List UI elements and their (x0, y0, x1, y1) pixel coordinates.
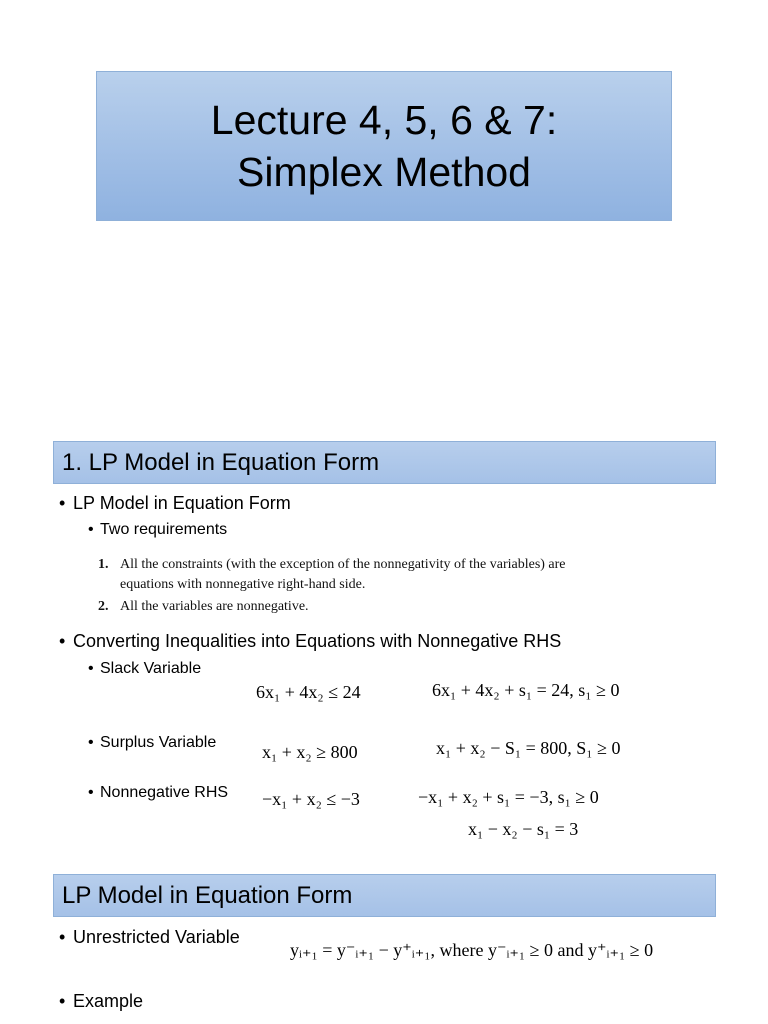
requirement-number: 2. (98, 599, 109, 614)
rhs-equation-1: −x₁ + x₂ + s₁ = −3, s₁ ≥ 0 (418, 787, 599, 807)
bullet-lp-model (59, 493, 291, 514)
rhs-equation-2: x₁ − x₂ − s₁ = 3 (468, 819, 579, 839)
surplus-inequality: x₁ + x₂ ≥ 800 (262, 742, 358, 762)
bullet-dot: • (59, 631, 66, 651)
requirement-text: All the variables are nonnegative. (120, 599, 309, 614)
title-banner (96, 71, 672, 221)
requirement-number: 1. (98, 557, 109, 572)
bullet-dot: • (59, 991, 66, 1011)
sub-bullet-nonnegative-rhs (88, 784, 228, 802)
sub-bullet-text: Slack Variable (100, 660, 202, 677)
bullet-dot: • (59, 927, 66, 947)
bullet-dot: • (88, 660, 94, 677)
bullet-dot: • (88, 521, 94, 538)
requirement-text: All the constraints (with the exception of the nonnegativity of the variables) are (120, 557, 566, 572)
slack-inequality: 6x₁ + 4x₂ ≤ 24 (256, 682, 361, 702)
sub-bullet-text: Two requirements (100, 521, 228, 538)
bullet-dot: • (88, 734, 94, 751)
requirement-text: equations with nonnegative right-hand side. (120, 577, 366, 592)
surplus-equation: x₁ + x₂ − S₁ = 800, S₁ ≥ 0 (436, 738, 621, 758)
rhs-inequality: −x₁ + x₂ ≤ −3 (262, 789, 360, 809)
sub-bullet-two-requirements (88, 521, 227, 539)
lecture-title-line-2: Simplex Method (237, 149, 531, 195)
bullet-text: Converting Inequalities into Equations with Nonnegative RHS (73, 631, 562, 651)
section-heading-equation-form-2: LP Model in Equation Form (53, 874, 716, 917)
lecture-title-line-1: Lecture 4, 5, 6 & 7: (210, 97, 558, 143)
sub-bullet-surplus (88, 734, 216, 752)
bullet-text: LP Model in Equation Form (73, 493, 291, 513)
section-heading-equation-form: 1. LP Model in Equation Form (53, 441, 716, 484)
requirement-2 (98, 599, 309, 615)
sub-bullet-text: Surplus Variable (100, 734, 217, 751)
requirement-1-line-1 (98, 557, 566, 573)
requirement-1-line-2 (98, 577, 365, 593)
sub-bullet-slack (88, 660, 201, 678)
bullet-example (59, 991, 143, 1012)
bullet-unrestricted-variable (59, 927, 240, 948)
bullet-converting-inequalities (59, 631, 561, 652)
bullet-dot: • (59, 493, 66, 513)
sub-bullet-text: Nonnegative RHS (100, 784, 229, 801)
bullet-text: Example (73, 991, 144, 1011)
unrestricted-equation: yᵢ₊₁ = y⁻ᵢ₊₁ − y⁺ᵢ₊₁, where y⁻ᵢ₊₁ ≥ 0 and y⁺ᵢ₊₁ ≥ 0 (290, 940, 654, 960)
bullet-dot: • (88, 784, 94, 801)
slack-equation: 6x₁ + 4x₂ + s₁ = 24, s₁ ≥ 0 (432, 680, 620, 700)
bullet-text: Unrestricted Variable (73, 927, 240, 947)
